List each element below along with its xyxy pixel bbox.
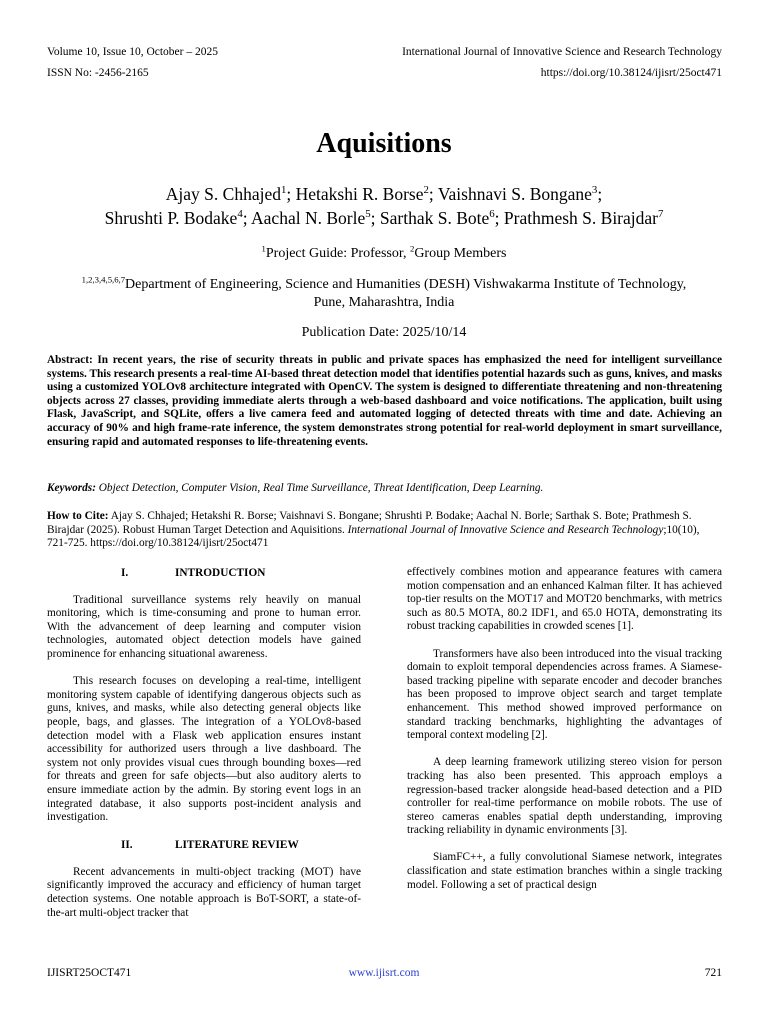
author-superscript: 2	[423, 184, 429, 197]
cite-label: How to Cite:	[47, 510, 109, 522]
author-name: Shrushti P. Bodake	[104, 208, 238, 228]
section-heading-literature-review	[47, 838, 361, 852]
paragraph: Traditional surveillance systems rely heavily on manual monitoring, which is time-consuming and prone to human error. With the advancement of deep learning and computer vision technologies, automated object detection models have gained prominence for enhancing situational awareness.	[47, 593, 361, 660]
author-superscript: 6	[489, 208, 495, 221]
paper-title: Aquisitions	[316, 128, 452, 159]
cite-journal: International Journal of Innovative Science and Research Technology	[347, 523, 664, 536]
guide-superscript: 2	[409, 243, 415, 254]
author-name: ; Aachal N. Borle	[242, 208, 366, 228]
paragraph: effectively combines motion and appearance features with camera motion compensation and an enhanced Kalman filter. It has achieved top-tier results on the MOT17 and MOT20 benchmarks, with metrics such as 80.5 MOTA, 80.2 IDF1, and 65.0 HOTA, demonstrating its robust tracking capabilities in crowded scenes [1].	[407, 566, 722, 633]
author-separator: ;	[597, 184, 603, 204]
author-name: ; Prathmesh S. Birajdar	[494, 208, 658, 228]
footer-website-link[interactable]: www.ijisrt.com	[348, 967, 420, 979]
affiliation-line-2: Pune, Maharashtra, India	[313, 295, 455, 310]
section-number: I.	[121, 567, 129, 579]
affiliation-superscript: 1,2,3,4,5,6,7	[81, 274, 126, 285]
author-name: ; Hetakshi R. Borse	[286, 184, 424, 204]
author-superscript: 1	[280, 184, 287, 197]
keywords-text: Object Detection, Computer Vision, Real Time Surveillance, Threat Identification, Deep Learning.	[95, 482, 544, 494]
volume-issue: Volume 10, Issue 10, October – 2025	[47, 46, 218, 58]
section-title: LITERATURE REVIEW	[175, 839, 299, 852]
section-heading-introduction	[47, 566, 361, 580]
right-column	[407, 566, 722, 892]
section-number: II.	[121, 839, 133, 852]
author-line-1	[30, 182, 738, 206]
doi-link[interactable]: https://doi.org/10.38124/ijisrt/25oct471	[540, 67, 722, 79]
issn: ISSN No: -2456-2165	[47, 67, 149, 79]
guide-superscript: 1	[261, 243, 266, 254]
footer-page-number: 721	[704, 967, 722, 979]
author-line-2	[30, 206, 738, 230]
footer-paper-id: IJISRT25OCT471	[47, 967, 132, 979]
cite-text: Ajay S. Chhajed; Hetakshi R. Borse; Vaishnavi S. Bongane; Shrushti P. Bodake; Aachal N. Borle; Sarthak S. Bote; Prathmesh S. Birajdar (2025). Robust Human Target Detection and Aquisitions.	[47, 510, 692, 536]
abstract: Abstract: In recent years, the rise of security threats in public and private spaces has emphasized the need for intelligent surveillance systems. This research presents a real-time AI-based threat detection model that identifies potential hazards such as guns, knives, and masks using a customized YOLOv8 architecture integrated with OpenCV. The system is designed to differentiate threatening and non-threatening objects across 27 classes, providing immediate alerts through a web-based dashboard and voice notifications. The application, built using Flask, JavaScript, and SQLite, offers a live camera feed and automated logging of detected threats with time and date. Achieving an accuracy of 90% and high frame-rate inference, the system demonstrates strong potential for real-world deployment in smart surveillance, ensuring rapid and automated responses to life-threatening events.	[47, 354, 722, 448]
affiliation-line-1: Department of Engineering, Science and Humanities (DESH) Vishwakarma Institute of Technology,	[125, 277, 687, 292]
paragraph: Recent advancements in multi-object tracking (MOT) have significantly improved the accuracy and efficiency of human target detection systems. One notable approach is BoT-SORT, a state-of-the-art multi-object tracker that	[47, 865, 361, 919]
author-superscript: 4	[237, 208, 243, 221]
author-superscript: 5	[365, 208, 371, 221]
keywords	[47, 482, 722, 496]
author-superscript: 7	[657, 208, 664, 221]
paragraph: This research focuses on developing a real-time, intelligent monitoring system capable of identifying dangerous objects such as guns, knives, and masks, while also detecting general objects like people, bags, and glasses. The integration of a YOLOv8-based detection model with a Flask web application ensures instant accessibility for authorized users through a live dashboard. The system not only provides visual cues through bounding boxes—red for threats and green for safe objects—but also auditory alerts to ensure immediate action by the admin. By storing event logs in an integrated database, it also supports post-incident analysis and investigation.	[47, 675, 361, 824]
left-column	[47, 566, 361, 920]
guide-text: Group Members	[414, 246, 507, 261]
keywords-label: Keywords:	[47, 482, 96, 494]
publication-date: Publication Date: 2025/10/14	[301, 325, 467, 340]
project-guide-note	[0, 245, 768, 263]
cite-volume-doi: ;10(10), 721-725. https://doi.org/10.38124/ijisrt/25oct471	[47, 523, 700, 550]
author-name: ; Sarthak S. Bote	[370, 208, 490, 228]
paragraph: SiamFC++, a fully convolutional Siamese network, integrates classification and state estimation branches within a single tracking model. Following a set of practical design	[407, 851, 722, 891]
author-list	[30, 182, 738, 230]
affiliation	[45, 276, 723, 312]
guide-text: Project Guide: Professor,	[265, 246, 410, 261]
section-title: INTRODUCTION	[175, 567, 266, 579]
paragraph: A deep learning framework utilizing stereo vision for person tracking has also been presented. This approach employs a regression-based tracker alongside head-based detection and a PID controller for real-time performance on mobile robots. The use of stereo cameras enables spatial depth understanding, improving tracking reliability in dynamic environments [3].	[407, 756, 722, 837]
author-superscript: 3	[591, 184, 598, 197]
how-to-cite	[47, 510, 722, 551]
author-name: ; Vaishnavi S. Bongane	[428, 184, 592, 204]
author-name: Ajay S. Chhajed	[165, 184, 281, 204]
journal-name: International Journal of Innovative Science and Research Technology	[402, 46, 722, 58]
paragraph: Transformers have also been introduced into the visual tracking domain to exploit temporal dependencies across frames. A Siamese-based tracking pipeline with separate encoder and decoder branches has been proposed to improve object search and target template enhancement. This method showed improved performance on standard tracking benchmarks, highlighting the advantages of temporal context modeling [2].	[407, 647, 722, 742]
